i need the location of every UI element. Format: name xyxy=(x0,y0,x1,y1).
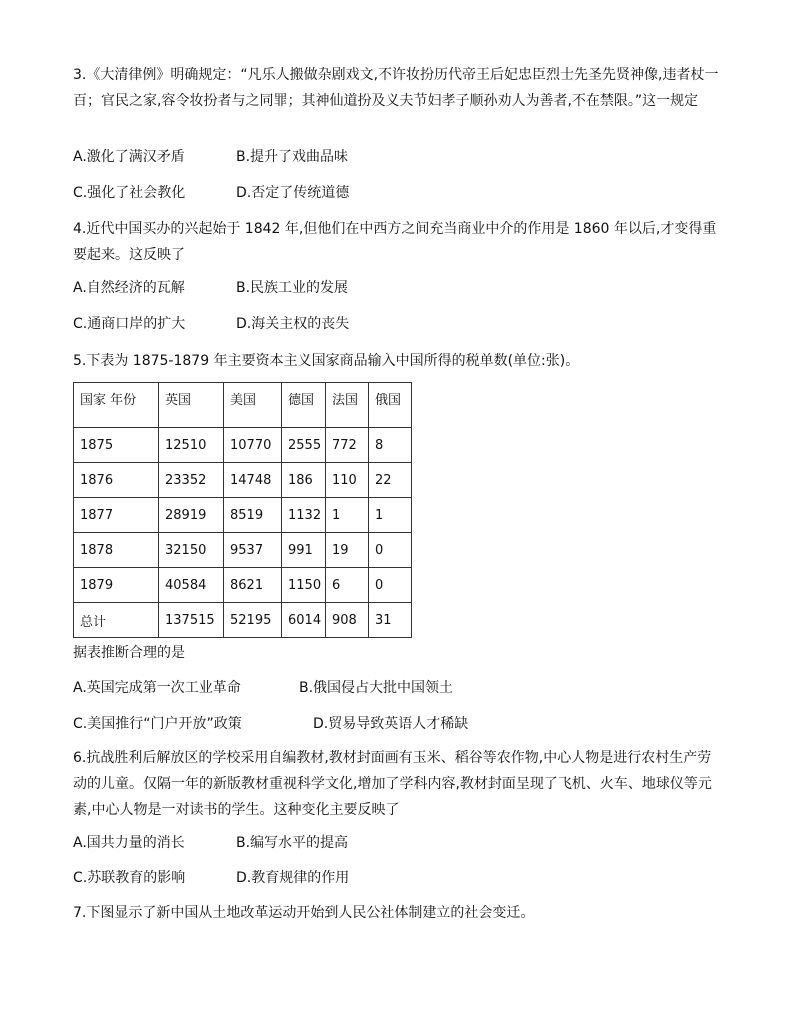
q3-option-d[interactable]: D.否定了传统道德 xyxy=(236,185,350,201)
table-cell: 28919 xyxy=(159,498,224,533)
table-cell: 0 xyxy=(369,533,412,568)
table-header-cell: 德国 xyxy=(282,383,326,428)
q5-option-a[interactable]: A.英国完成第一次工业革命 xyxy=(73,680,241,696)
q6-option-a[interactable]: A.国共力量的消长 xyxy=(73,835,185,851)
q6-option-d[interactable]: D.教育规律的作用 xyxy=(236,870,350,886)
table-row xyxy=(74,428,412,463)
table-row xyxy=(74,533,412,568)
table-cell: 1 xyxy=(326,498,369,533)
table-cell: 1 xyxy=(369,498,412,533)
table-cell: 14748 xyxy=(224,463,282,498)
table-cell: 32150 xyxy=(159,533,224,568)
q3-option-b[interactable]: B.提升了戏曲品味 xyxy=(236,149,349,165)
q3-option-a[interactable]: A.激化了满汉矛盾 xyxy=(73,149,185,165)
table-cell: 186 xyxy=(282,463,326,498)
table-cell: 6014 xyxy=(282,603,326,638)
table-cell: 1879 xyxy=(74,568,159,603)
q5-option-b[interactable]: B.俄国侵占大批中国领土 xyxy=(299,680,454,696)
q6-option-b[interactable]: B.编写水平的提高 xyxy=(236,835,349,851)
table-header-row xyxy=(74,383,412,428)
q5-option-d[interactable]: D.贸易导致英语人才稀缺 xyxy=(313,716,469,732)
table-cell: 0 xyxy=(369,568,412,603)
q4-option-a[interactable]: A.自然经济的瓦解 xyxy=(73,280,185,296)
q6-option-c[interactable]: C.苏联教育的影响 xyxy=(73,870,186,886)
q4-option-b[interactable]: B.民族工业的发展 xyxy=(236,280,349,296)
table-total-row xyxy=(74,603,412,638)
table-row xyxy=(74,568,412,603)
table-cell: 991 xyxy=(282,533,326,568)
table-cell: 1877 xyxy=(74,498,159,533)
table-cell: 137515 xyxy=(159,603,224,638)
table-cell: 22 xyxy=(369,463,412,498)
table-cell: 1150 xyxy=(282,568,326,603)
table-cell: 908 xyxy=(326,603,369,638)
table-row xyxy=(74,498,412,533)
table-cell: 8519 xyxy=(224,498,282,533)
table-cell: 9537 xyxy=(224,533,282,568)
q4-option-c[interactable]: C.通商口岸的扩大 xyxy=(73,316,186,332)
table-header-cell: 英国 xyxy=(159,383,224,428)
table-cell: 23352 xyxy=(159,463,224,498)
table-cell: 31 xyxy=(369,603,412,638)
question-7-stem: 7.下图显示了新中国从土地改革运动开始到人民公社体制建立的社会变迁。 xyxy=(73,905,535,921)
table-cell: 19 xyxy=(326,533,369,568)
table-cell: 1875 xyxy=(74,428,159,463)
table-cell: 12510 xyxy=(159,428,224,463)
table-cell: 8621 xyxy=(224,568,282,603)
question-6-stem: 6.抗战胜利后解放区的学校采用自编教材,教材封面画有玉米、稻谷等农作物,中心人物是进行农村生产劳动的儿童。仅隔一年的新版教材重视科学文化,增加了学科内容,教材封面呈现了飞机、火车、地球仪等元素,中心人物是一对读书的学生。这种变化主要反映了 xyxy=(73,750,712,818)
table-cell: 总计 xyxy=(74,603,159,638)
table-cell: 6 xyxy=(326,568,369,603)
table-header-cell: 俄国 xyxy=(369,383,412,428)
table-cell: 110 xyxy=(326,463,369,498)
question-3-stem: 3.《大清律例》明确规定：“凡乐人搬做杂剧戏文,不许妆扮历代帝王后妃忠臣烈士先圣先贤神像,违者杖一百；官民之家,容令妆扮者与之同罪；其神仙道扮及义夫节妇孝子顺孙劝人为善者,不在禁限。”这一规定 xyxy=(73,67,719,109)
table-cell: 2555 xyxy=(282,428,326,463)
table-cell: 52195 xyxy=(224,603,282,638)
tax-table xyxy=(73,382,412,638)
q4-option-d[interactable]: D.海关主权的丧失 xyxy=(236,316,350,332)
table-row xyxy=(74,463,412,498)
table-cell: 40584 xyxy=(159,568,224,603)
question-5-stem: 5.下表为 1875-1879 年主要资本主义国家商品输入中国所得的税单数(单位:张)。 xyxy=(73,353,580,369)
q5-option-c[interactable]: C.美国推行“门户开放”政策 xyxy=(73,716,242,732)
question-4-stem: 4.近代中国买办的兴起始于 1842 年,但他们在中西方之间充当商业中介的作用是 1860 年以后,才变得重要起来。这反映了 xyxy=(73,221,717,263)
table-cell: 1878 xyxy=(74,533,159,568)
q3-option-c[interactable]: C.强化了社会教化 xyxy=(73,185,186,201)
table-cell: 772 xyxy=(326,428,369,463)
table-header-cell: 国家 年份 xyxy=(74,383,159,428)
table-header-cell: 法国 xyxy=(326,383,369,428)
table-header-cell: 美国 xyxy=(224,383,282,428)
table-cell: 10770 xyxy=(224,428,282,463)
table-cell: 1876 xyxy=(74,463,159,498)
table-cell: 8 xyxy=(369,428,412,463)
table-cell: 1132 xyxy=(282,498,326,533)
question-5-prompt: 据表推断合理的是 xyxy=(73,645,185,661)
